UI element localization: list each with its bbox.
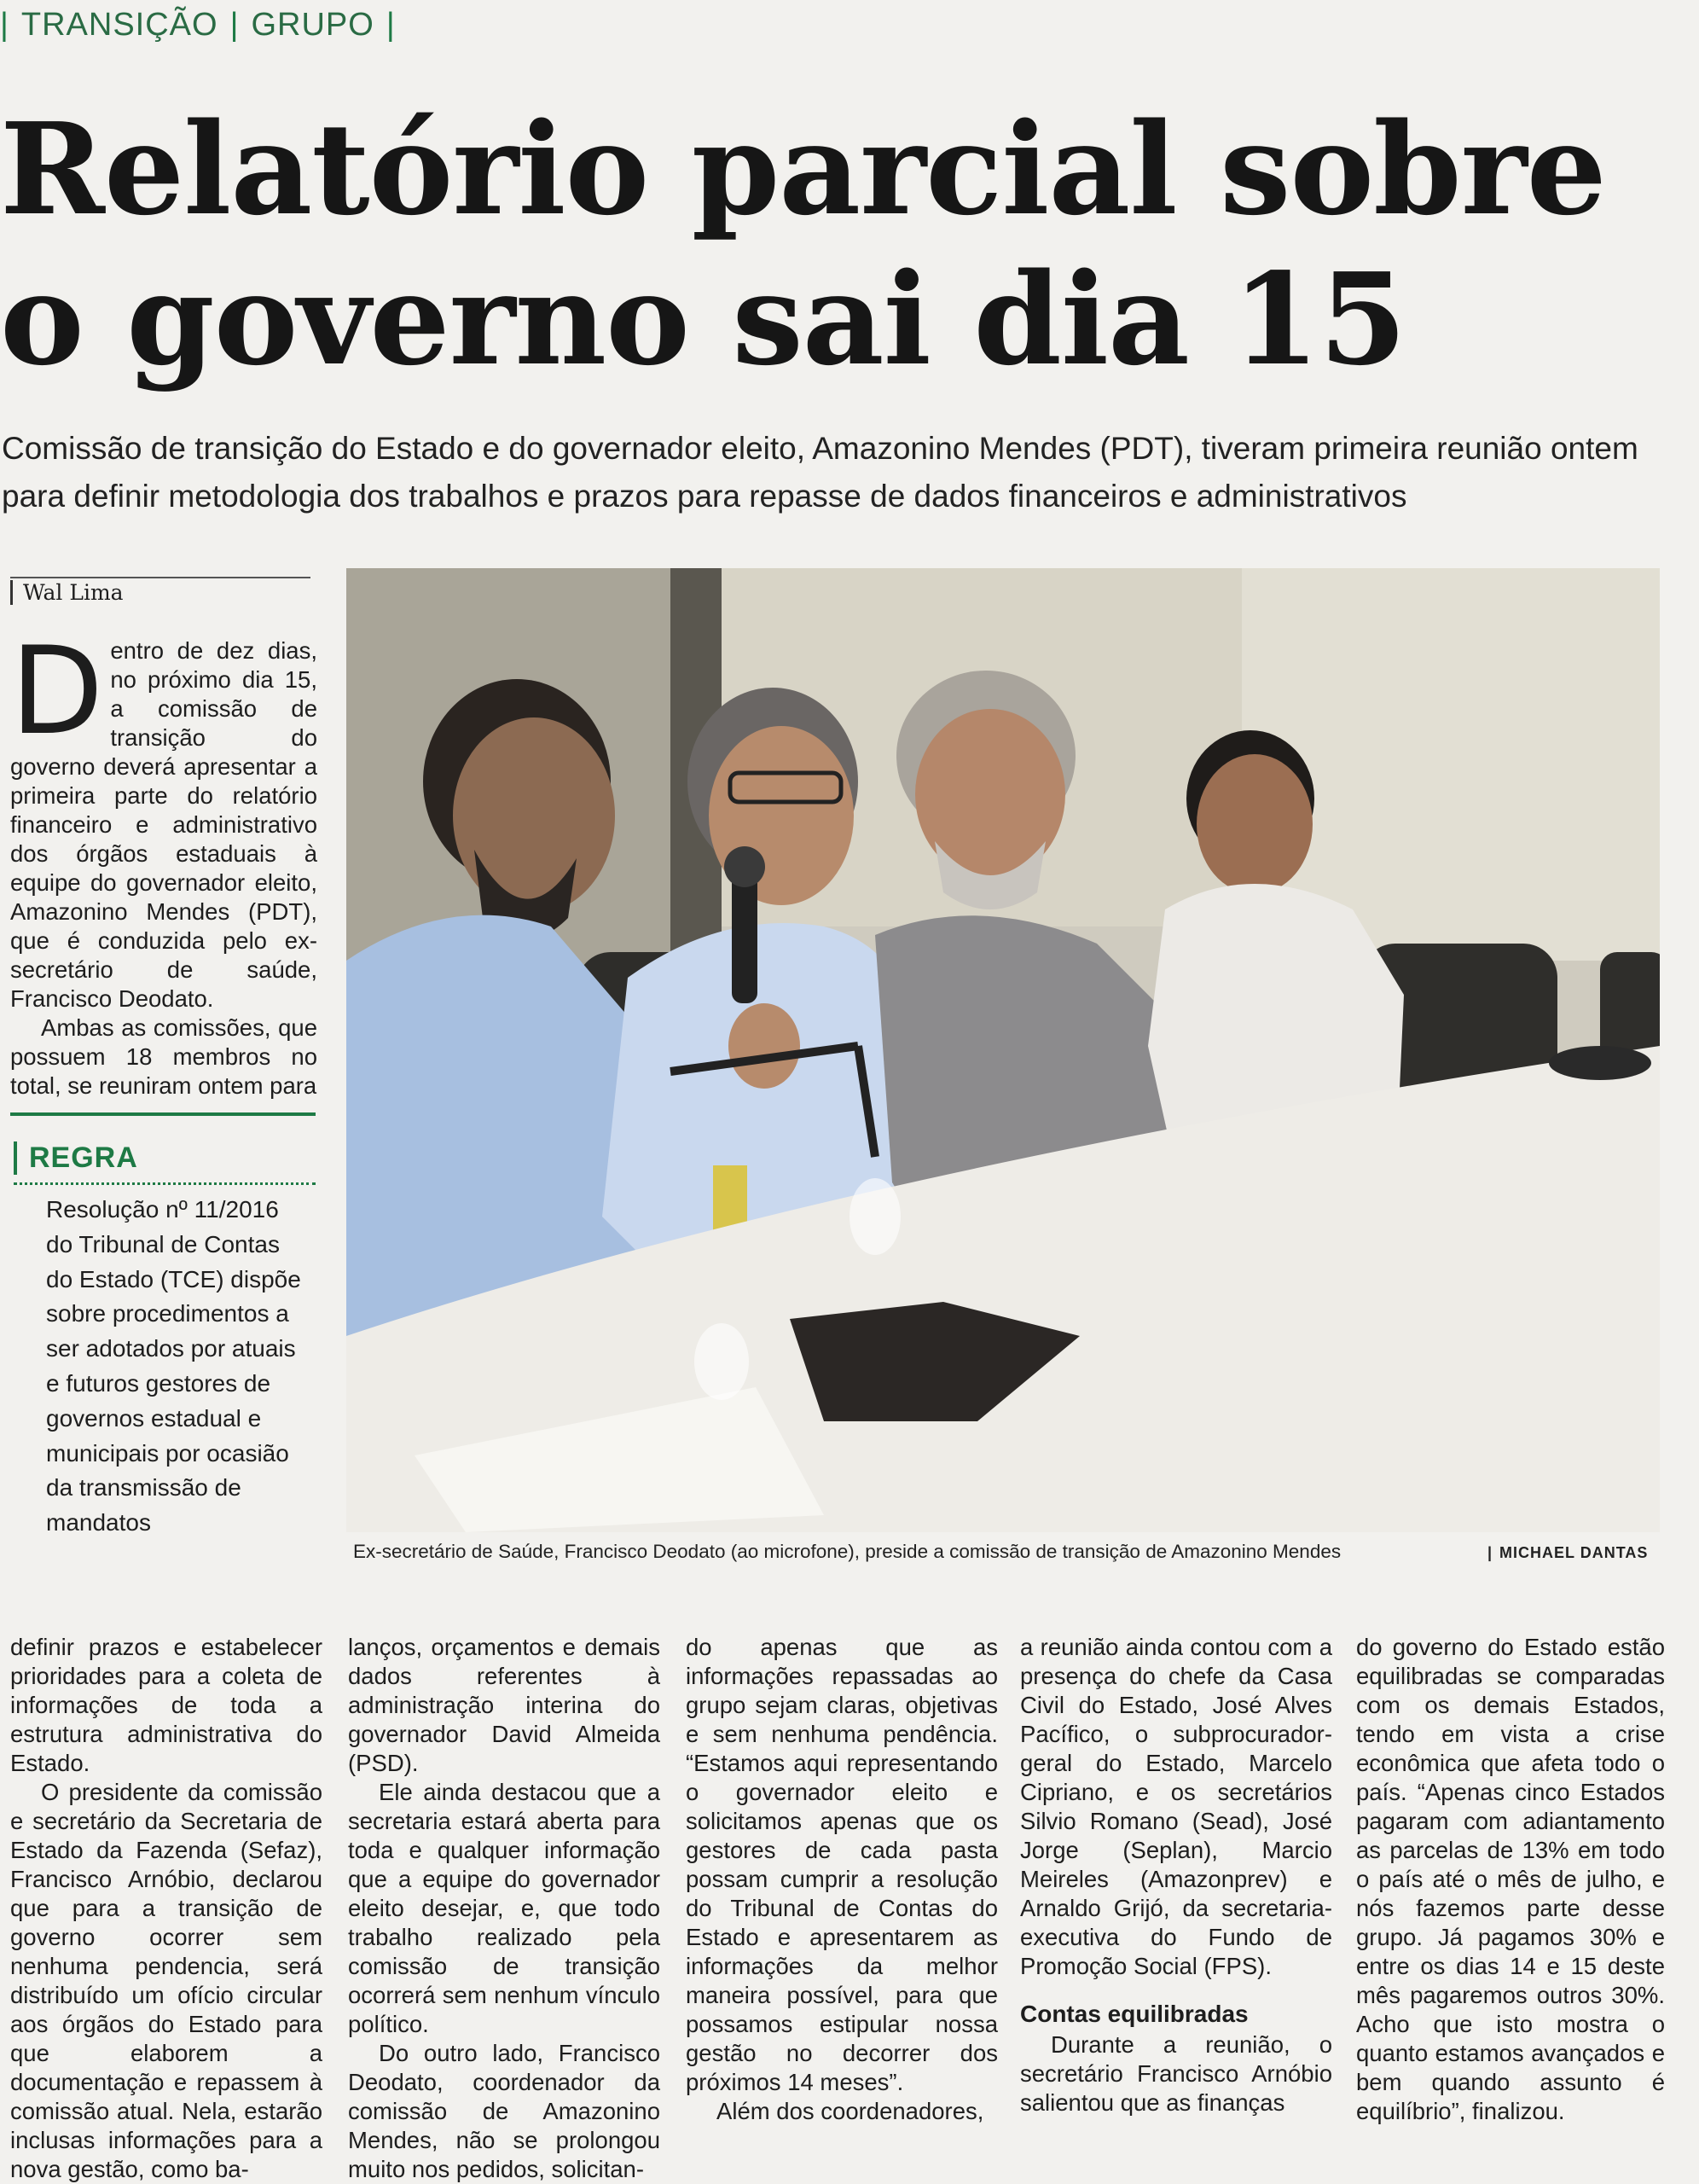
sidebar-box-title: REGRA [14,1141,138,1175]
sidebar-box-text: Resolução nº 11/2016 do Tribunal de Contas do Estado (TCE) dispõe sobre procedimentos a ser adotados por atuais e futuros gestores de governos estadual e municipais por ocasião da transmissão de mandatos [46,1196,301,1536]
sidebar-box-dotted-rule [14,1182,316,1185]
headline-line-1: Relatório parcial sobre [0,95,1606,243]
subhead: Comissão de transição do Estado e do governador eleito, Amazonino Mendes (PDT), tiveram primeira reunião ontem para definir metodologia dos trabalhos e prazos para repasse de dados financeiros e administrativos [2,431,1638,514]
divider: | [0,7,9,43]
lead-paragraph-1-text: entro de dez dias, no próximo dia 15, a comissão de transição do governo deverá apresentar a primeira parte do relatório financeiro e administrativo dos órgãos estaduais à equipe do governador eleito, Amazonino Mendes (PDT), que é conduzida pelo ex-secretário de saúde, Francisco Deodato. [10,637,317,1012]
column-4-paragraph-1: a reunião ainda contou com a presença do chefe da Casa Civil do Estado, José Alves Pacífico, o subprocurador-geral do Estado, Marcelo Cipriano, e os secretários Silvio Romano (Sead), José Jorge (Seplan), Marcio Meireles (Amazonprev) e Arnaldo Grijó, da secretaria-executiva do Fundo de Promoção Social (FPS). [1020,1634,1332,1979]
photo-credit [1487,1544,1648,1562]
column-1-paragraph-2: O presidente da comissão e secretário da Secretaria de Estado da Fazenda (Sefaz), Francisco Arnóbio, declarou que para a transição de governo ocorrer sem nenhuma pendencia, será distribuído um ofício circular aos órgãos do Estado para que elaborem a documentação e repassem à comissão atual. Nela, estarão inclusas informações para a nova gestão, como ba- [10,1779,322,2182]
column-1-paragraph-1: definir prazos e estabelecer prioridades para a coleta de informações de toda a estrutura administrativa do Estado. [10,1634,322,1776]
section-tag-grupo: GRUPO [251,7,374,43]
lead-paragraph-1 [10,621,317,1014]
news-photo [346,568,1660,1532]
article-column-3 [686,1633,998,2126]
column-5-paragraph-1: do governo do Estado estão equilibradas se comparadas com os demais Estados, tendo em vista a crise econômica que afeta todo o país. “Apenas cinco Estados pagaram com adiantamento as parcelas de 13% em todo o país até o mês de julho, e nós fazemos parte desse grupo. Já pagamos 30% e entre os dias 14 e 15 deste mês pagaremos outros 30%. Acho que isto mostra o quanto estamos avançados e bem quando assunto é equilíbrio”, finalizou. [1356,1634,1665,2124]
column-2-paragraph-1: lanços, orçamentos e demais dados referentes à administração interina do governador David Almeida (PSD). [348,1634,660,1776]
headline-line-2: o governo sai dia 15 [0,245,1406,393]
divider: | [386,7,396,43]
column-2-paragraph-2: Ele ainda destacou que a secretaria estará aberta para toda e qualquer informação que a equipe do governador eleito desejar, e, que todo trabalho realizado pela comissão de transição ocorrerá sem nenhum vínculo político. [348,1779,660,2037]
lead-paragraph-2: Ambas as comissões, que possuem 18 membros no total, se reuniram ontem para [10,1014,317,1099]
divider: | [1487,1544,1493,1561]
byline-rule [10,577,310,578]
lead-column [10,621,317,1101]
divider: | [229,7,240,43]
article-column-4 [1020,1633,1332,2117]
byline: Wal Lima [10,580,124,605]
section-tag-transicao: TRANSIÇÃO [20,7,218,43]
column-4-subtitle: Contas equilibradas [1020,2001,1249,2027]
photo-illustration [346,568,1660,1532]
photo-caption: Ex-secretário de Saúde, Francisco Deodato (ao microfone), preside a comissão de transição de Amazonino Mendes [353,1541,1342,1562]
column-2-paragraph-3: Do outro lado, Francisco Deodato, coordenador da comissão de Amazonino Mendes, não se prolongou muito nos pedidos, solicitan- [348,2040,660,2182]
headline [0,94,1672,394]
photo-credit-name: MICHAEL DANTAS [1499,1544,1649,1561]
dropcap: D [10,621,104,762]
section-tag [0,7,396,44]
column-3-paragraph-2: Além dos coordenadores, [716,2098,984,2124]
column-4-paragraph-2: Durante a reunião, o secretário Francisco Arnóbio salientou que as finanças [1020,2031,1332,2116]
article-column-5 [1356,1633,1665,2126]
column-3-paragraph-1: do apenas que as informações repassadas ao grupo sejam claras, objetivas e sem nenhuma pendência. “Estamos aqui representando o governador eleito e solicitamos apenas que os gestores de cada pasta possam cumprir a resolução do Tribunal de Contas do Estado e apresentarem as informações da melhor maneira possível, para que possamos estipular nossa gestão no decorrer dos próximos 14 meses”. [686,1634,998,2095]
article-column-1 [10,1633,322,2184]
sidebar-box-rule [10,1112,316,1116]
article-column-2 [348,1633,660,2184]
